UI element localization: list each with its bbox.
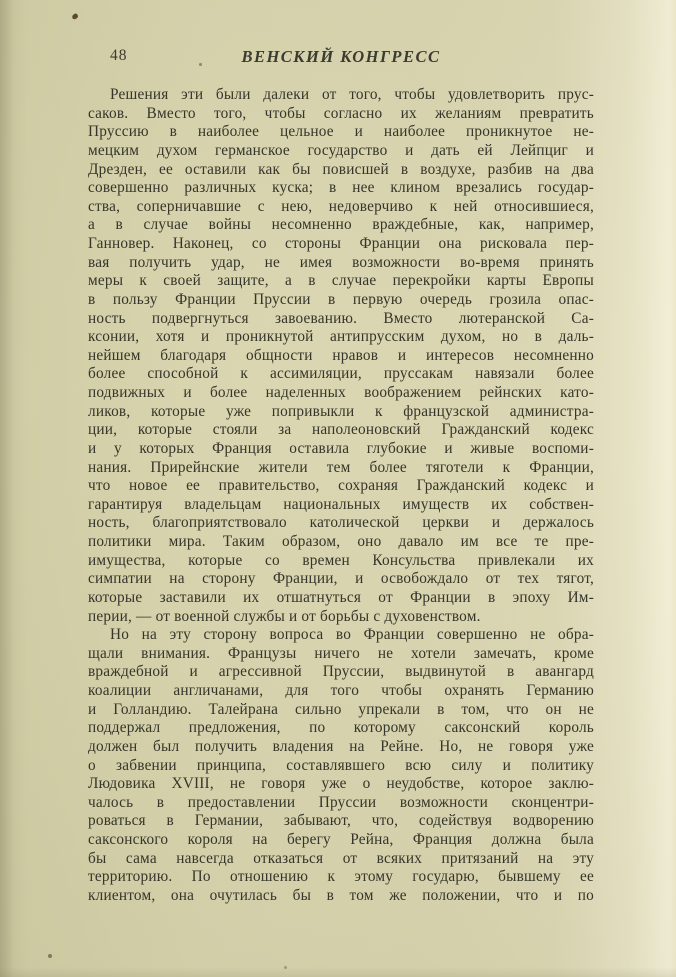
text-line: политики мира. Таким образом, оно давало им все те пре-: [88, 533, 594, 550]
text-line: Но на эту сторону вопроса во Франции совершенно не обра-: [110, 626, 594, 644]
page-header: [88, 47, 594, 69]
page-bottom-shadow: [0, 967, 676, 977]
text-line: симпатии на сторону Франции, и освобождало от тех тягот,: [88, 570, 594, 588]
text-line: поддержал предложения, по которому саксонский король: [88, 719, 594, 737]
text-line: Людовика XVIII, не говоря уже о неудобстве, которое заклю-: [88, 775, 594, 793]
text-line: территорию. По отношению к этому государю, бывшему ее: [88, 868, 594, 886]
text-line: ции, которые стояли за наполеоновский Гражданский кодекс: [88, 421, 594, 439]
text-line: саксонского короля на берегу Рейна, Франция должна была: [88, 831, 594, 848]
text-line: а в случае войны несомненно враждебные, как, например,: [88, 216, 594, 234]
text-line: щали внимания. Французы ничего не хотели замечать, кроме: [88, 644, 594, 662]
text-line: Ганновер. Наконец, со стороны Франции она рисковала пер-: [88, 235, 594, 252]
paragraph: [88, 626, 594, 905]
text-line: клиентом, она очутилась бы в том же положении, что и по: [88, 886, 594, 904]
text-line: ксонии, хотя и проникнутой антипрусским духом, но в даль-: [88, 328, 594, 346]
text-line: совершенно различных куска; в нее клином врезались государ-: [88, 179, 594, 197]
text-line: ства, соперничавшие с нею, недоверчиво к ней относившиеся,: [88, 197, 594, 215]
paragraph: [88, 86, 594, 626]
text-line: меры к своей защите, а в случае перекройки карты Европы: [88, 272, 594, 290]
text-line: коалиции англичанами, для того чтобы охранять Германию: [88, 682, 594, 699]
text-line: ность, благоприятствовало католической церкви и держалось: [88, 514, 594, 532]
page-left-shadow: [0, 0, 14, 977]
text-line: бы сама навсегда отказаться от всяких притязаний на эту: [88, 849, 594, 867]
text-line: вая получить удар, не имея возможности во-время принять: [88, 253, 594, 271]
text-line: в пользу Франции Пруссии в первую очередь грозила опас-: [88, 290, 594, 308]
text-line: враждебной и агрессивной Пруссии, выдвинутой в авангард: [88, 663, 594, 681]
paper-speck: [71, 13, 79, 20]
text-line: роваться в Германии, забывают, что, содействуя водворению: [88, 812, 594, 830]
text-line: должен был получить владения на Рейне. Но, не говоря уже: [88, 737, 594, 755]
text-line: что новое ее правительство, сохраняя Гражданский кодекс и: [88, 477, 594, 495]
running-head: ВЕНСКИЙ КОНГРЕСС: [241, 47, 441, 66]
page-number: 48: [110, 47, 128, 64]
text-line: нания. Прирейнские жители тем более тяготели к Франции,: [88, 458, 594, 476]
text-line: Дрезден, ее оставили как бы повисшей в воздухе, разбив на два: [88, 160, 594, 178]
text-line: мецким духом германское государство и дать ей Лейпциг и: [88, 141, 594, 159]
text-line: перии, — от военной службы и от борьбы с духовенством.: [88, 607, 481, 625]
text-line: и у которых Франция оставила глубокие и живые воспоми-: [88, 439, 594, 457]
text-line: имущества, которые со времен Консульства привлекали их: [88, 551, 594, 569]
text-line: и Голландию. Талейрана сильно упрекали в том, что он не: [88, 700, 594, 718]
text-line: Пруссию в наиболее цельное и наиболее проникнутое не-: [88, 123, 594, 141]
paper-speck: [48, 954, 52, 958]
paper-speck: [284, 966, 287, 969]
text-line: более способной к ассимиляции, пруссакам навязали более: [88, 365, 594, 383]
text-line: подвижных и более наделенных воображением рейнских като-: [88, 384, 594, 401]
text-line: саков. Вместо того, чтобы согласно их желаниям превратить: [88, 104, 594, 122]
text-line: гарантируя владельцам национальных имуществ их собствен-: [88, 495, 594, 513]
text-line: нейшем благодаря общности нравов и интересов несомненно: [88, 346, 594, 364]
text-line: ликов, которые уже попривыкли к французской администра-: [88, 402, 594, 420]
text-line: которые заставили их отшатнуться от Франции в эпоху Им-: [88, 588, 594, 606]
text-line: ность подвергнуться завоеванию. Вместо лютеранской Са-: [88, 309, 594, 327]
text-line: о забвении принципа, составлявшего всю силу и политику: [88, 756, 594, 774]
text-line: Решения эти были далеки от того, чтобы удовлетворить прус-: [110, 86, 594, 103]
text-line: чалось в предоставлении Пруссии возможности сконцентри-: [88, 793, 594, 811]
text-block: [88, 86, 594, 906]
